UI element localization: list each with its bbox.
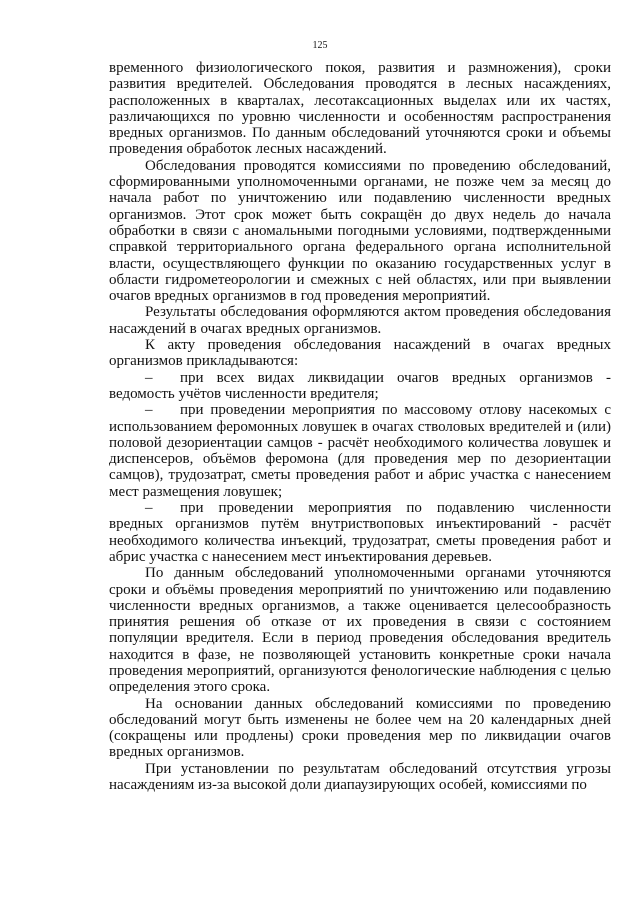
paragraph: К акту проведения обследования насаждений в очагах вредных организмов прикладываются: xyxy=(109,337,611,370)
paragraph: Результаты обследования оформляются актом проведения обследования насаждений в очагах вредных организмов. xyxy=(109,304,611,337)
list-item xyxy=(109,402,611,500)
list-item xyxy=(109,500,611,565)
paragraph: временного физиологического покоя, развития и размножения), сроки развития вредителей. Обследования проводятся в лесных насаждениях, расположенных в кварталах, лесотаксационных выделах или их частях, различающихся по уровню численности и особенностям распространения вредных организмов. По данным обследований уточняются сроки и объемы проведения обработок лесных насаждений. xyxy=(109,60,611,158)
dash-bullet: – xyxy=(145,402,153,419)
list-item-text: при всех видах ликвидации очагов вредных организмов - ведомость учётов численности вредителя; xyxy=(109,369,611,402)
paragraph: На основании данных обследований комиссиями по проведению обследований могут быть изменены не более чем на 20 календарных дней (сокращены или продлены) сроки проведения мер по ликвидации очагов вредных организмов. xyxy=(109,695,611,761)
paragraph: При установлении по результатам обследований отсутствия угрозы насаждениям из-за высокой доли диапаузирующих особей, комиссиями по xyxy=(109,760,611,794)
list-item-text: при проведении мероприятия по массовому отлову насекомых с использованием феромонных ловушек в очагах стволовых вредителей и (или) половой дезориентации самцов - расчёт необходимого количества ловушек и диспенсеров, объёмов феромона (для проведения мер по дезориентации самцов), трудозатрат, сметы проведения работ и абрис участка с нанесением мест размещения ловушек; xyxy=(109,402,611,500)
paragraph: Обследования проводятся комиссиями по проведению обследований, сформированными уполномоченными органами, не позже чем за месяц до начала работ по уничтожению или подавлению численности вредных организмов. Этот срок может быть сокращён до двух недель до начала обработки в связи с аномальными погодными условиями, подтвержденными справкой территориального органа федерального органа исполнительной власти, осуществляющего функции по оказанию государственных услуг в области гидрометеорологии и смежных с ней областях, или при выявлении очагов вредных организмов в год проведения мероприятий. xyxy=(109,157,611,305)
list-item-text: при проведении мероприятия по подавлению численности вредных организмов путём внутриствоповых инъектирований - расчёт необходимого количества инъекций, трудозатрат, сметы проведения работ и абрис участка с нанесением мест инъектирования деревьев. xyxy=(109,500,611,565)
document-body xyxy=(109,60,611,793)
page-number: 125 xyxy=(312,40,328,51)
list-item xyxy=(109,370,611,403)
dash-bullet: – xyxy=(145,500,153,517)
dash-bullet: – xyxy=(145,369,153,386)
paragraph: По данным обследований уполномоченными органами уточняются сроки и объёмы проведения мероприятий по уничтожению или подавлению численности вредных организмов, а также оценивается целесообразность принятия решения об отказе от их проведения в связи с состоянием популяции вредителя. Если в период проведения обследования вредитель находится в фазе, не позволяющей установить конкретные сроки начала проведения мероприятий, организуются фенологические наблюдения с целью определения этого срока. xyxy=(109,565,611,696)
